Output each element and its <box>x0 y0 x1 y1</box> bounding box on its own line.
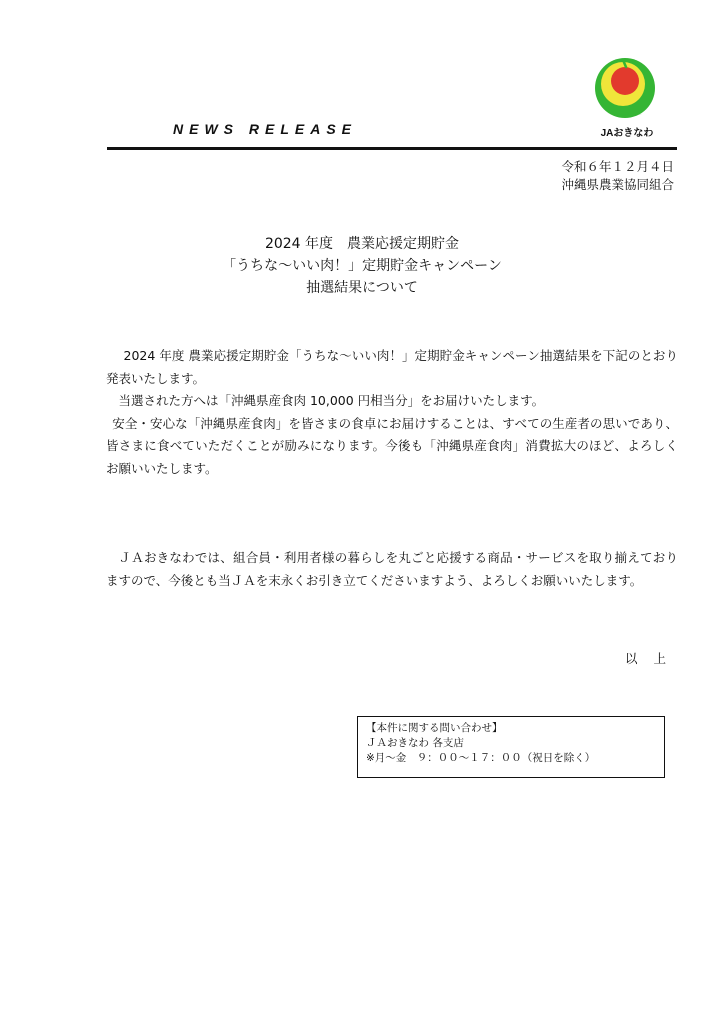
paragraph-message: 安全・安心な「沖縄県産食肉」を皆さまの食卓にお届けすることは、すべての生産者の思いであり、皆さまに食べていただくことが励みになります。今後も「沖縄県産食肉」消費拡大のほど、よろしくお願いいたします。 <box>106 415 678 476</box>
contact-hours: ※月～金 ９：００～１７：００（祝日を除く） <box>366 752 596 764</box>
header-divider <box>107 147 677 150</box>
body-section-1 <box>106 345 678 480</box>
document-title <box>0 233 724 299</box>
paragraph-announcement: 2024 年度 農業応援定期貯金「うちな～いい肉！」定期貯金キャンペーン抽選結果を下記のとおり発表いたします。 <box>106 348 678 386</box>
contact-heading: 【本件に関する問い合わせ】 <box>366 722 503 734</box>
title-line-1: 2024 年度 農業応援定期貯金 <box>264 236 460 252</box>
document-meta <box>561 158 674 194</box>
paragraph-prize: 当選された方へは「沖縄県産食肉 10,000 円相当分」をお届けいたします。 <box>118 393 545 408</box>
contact-box <box>357 716 665 778</box>
news-release-label: NEWS RELEASE <box>173 121 358 137</box>
paragraph-closing-remarks: ＪＡおきなわでは、組合員・利用者様の暮らしを丸ごと応援する商品・サービスを取り揃えておりますので、今後とも当ＪＡを末永くお引き立てくださいますよう、よろしくお願いいたします。 <box>106 550 678 588</box>
logo-text: JAおきなわ <box>600 128 654 139</box>
organization-name: 沖縄県農業協同組合 <box>561 177 674 192</box>
closing-mark: 以 上 <box>625 651 672 666</box>
title-line-2: 「うちな～いい肉！」定期貯金キャンペーン <box>222 258 502 274</box>
contact-branch: ＪＡおきなわ 各支店 <box>366 737 464 749</box>
release-date: 令和６年１２月４日 <box>561 159 674 174</box>
body-section-2 <box>106 547 678 592</box>
title-line-3: 抽選結果について <box>306 280 418 296</box>
